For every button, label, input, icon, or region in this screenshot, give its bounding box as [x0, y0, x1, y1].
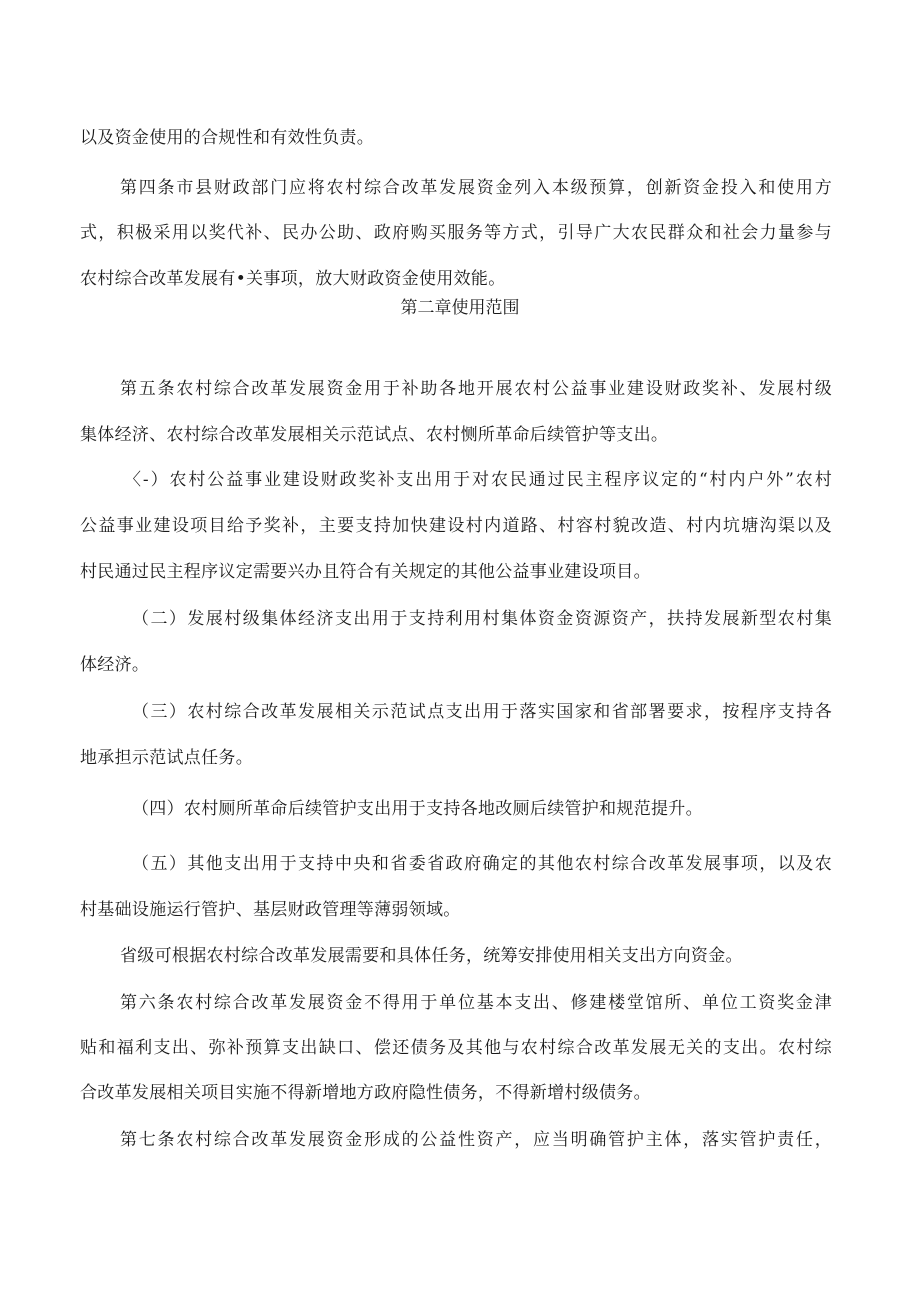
item-2-line: 体经济。 [80, 655, 150, 675]
item-4-line: （四）农村厕所革命后续管护支出用于支持各地改厕后续管护和规范提升。 [132, 799, 703, 819]
chapter-heading: 第二章使用范围 [400, 298, 520, 318]
article-5-line: 集体经济、农村综合改革发展相关示范试点、农村恻所革命后续管护等支出。 [80, 425, 669, 445]
article-6-line: 第六条农村综合改革发展资金不得用于单位基本支出、修建楼堂馆所、单位工资奖金津 [120, 993, 832, 1013]
item-1-line: 村民通过民主程序议定需要兴办且符合有关规定的其他公益事业建设项目。 [80, 562, 651, 582]
article-5-line: 第五条农村综合改革发展资金用于补助各地开展农村公益事业建设财政奖补、发展村级 [120, 379, 832, 399]
item-2-line: （二）发展村级集体经济支出用于支持利用村集体资金资源资产，扶持发展新型农村集 [132, 609, 832, 629]
paragraph-line: 以及资金使用的合规性和有效性负责。 [80, 128, 375, 148]
item-3-line: （三）农村综合改革发展相关示范试点支出用于落实国家和省部署要求，按程序支持各 [132, 702, 832, 722]
item-1-line: 〈-）农村公益事业建设财政奖补支出用于对农民通过民主程序议定的“村内户外”农村 [124, 470, 832, 490]
article-6-line: 合改革发展相关项目实施不得新增地方政府隐性债务，不得新增村级债务。 [80, 1083, 651, 1103]
article-4-line: 农村综合改革发展有•关事项，放大财政资金使用效能。 [80, 269, 506, 289]
item-1-line: 公益事业建设项目给予奖补，主要支持加快建设村内道路、村容村貌改造、村内坑塘沟渠以及 [80, 516, 832, 536]
article-6-line: 贴和福利支出、弥补预算支出缺口、偿还债务及其他与农村综合改革发展无关的支出。农村综 [80, 1038, 832, 1058]
article-7-line: 第七条农村综合改革发展资金形成的公益性资产，应当明确管护主体，落实管护责任， [120, 1130, 832, 1150]
provincial-note-line: 省级可根据农村综合改革发展需要和具体任务，统筹安排使用相关支出方向资金。 [120, 946, 743, 966]
item-5-line: 村基础设施运行管护、基层财政管理等薄弱领域。 [80, 900, 461, 920]
article-4-line: 式，积极采用以奖代补、民办公助、政府购买服务等方式，引导广大农民群众和社会力量参与 [80, 223, 832, 243]
item-3-line: 地承担示范试点任务。 [80, 748, 253, 768]
article-4-line: 第四条市县财政部门应将农村综合改革发展资金列入本级预算，创新资金投入和使用方 [120, 178, 832, 198]
item-5-line: （五）其他支出用于支持中央和省委省政府确定的其他农村综合改革发展事项，以及农 [132, 854, 832, 874]
